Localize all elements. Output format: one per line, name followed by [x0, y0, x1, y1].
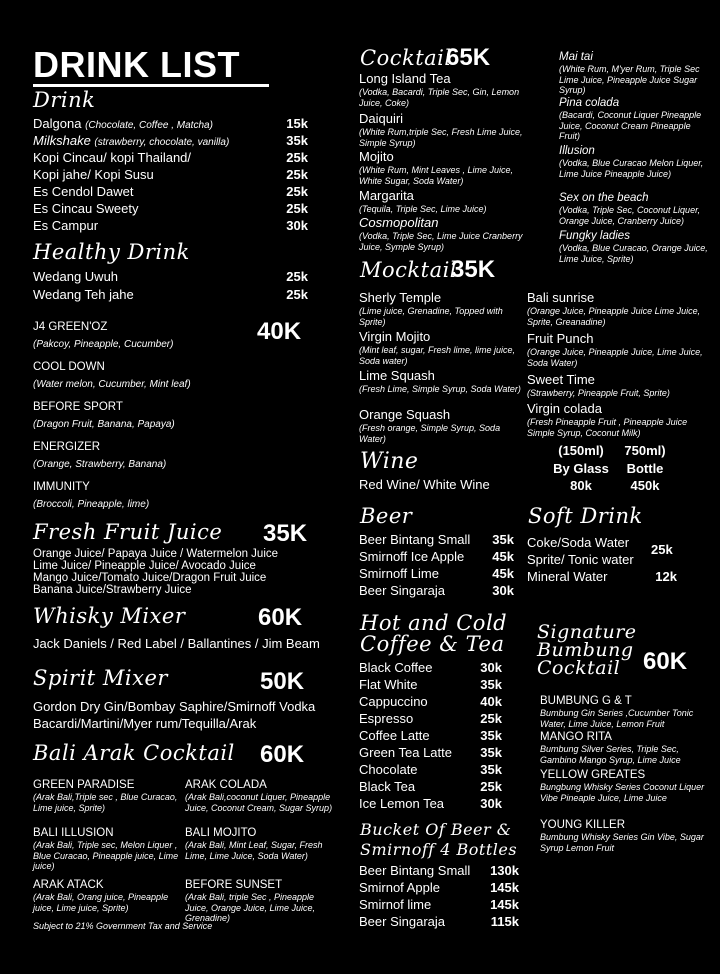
- arak-item-arak-atack: ARAK ATACK (Arak Bali, Orang juice, Pineapple juice, Lime juice, Sprite): [33, 879, 169, 913]
- whisky-brands: Jack Daniels / Red Label / Ballantines / Jim Beam: [33, 636, 320, 651]
- list-item: Bali sunrise (Orange Juice, Pineapple Juice Lime Juice, Sprite, Greanadine): [527, 290, 701, 327]
- list-item: Gordon Dry Gin/Bombay Saphire/Smirnoff Vodka: [33, 699, 316, 714]
- list-item: Smirnoff Ice Apple 45k: [359, 549, 514, 564]
- list-item: Es Cendol Dawet 25k: [33, 184, 308, 199]
- list-item: Black Tea 25k: [359, 779, 502, 794]
- list-item: COOL DOWN (Water melon, Cucumber, Mint leaf): [33, 361, 191, 390]
- cocktail-price: 65K: [446, 44, 491, 71]
- list-item: MANGO RITA Bumbung Silver Series, Triple Sec, Gambino Mango Syrup, Lime Juice: [540, 731, 681, 765]
- mocktail-left-list: [359, 289, 524, 444]
- section-fresh-heading: Fresh Fruit Juice: [33, 520, 223, 544]
- list-item: Virgin Mojito (Mint leaf, sugar, Fresh lime, lime juice, Soda water): [359, 329, 516, 366]
- whisky-price: 60K: [258, 604, 303, 631]
- list-item: Sprite/ Tonic water: [527, 552, 634, 567]
- list-item: BEFORE SPORT (Dragon Fruit, Banana, Papaya): [33, 401, 175, 430]
- list-item: Virgin colada (Fresh Pineapple Fruit , Pineapple Juice Simple Syrup, Coconut Milk): [527, 401, 688, 438]
- drink-list: [33, 115, 308, 234]
- section-healthy-heading: Healthy Drink: [33, 240, 190, 264]
- arak-item-arak-colada: ARAK COLADA (Arak Bali,coconut Liquer, Pineapple Juice, Coconut Cream, Sugar Syrup): [185, 779, 333, 813]
- list-item: Es Campur 30k: [33, 218, 308, 233]
- list-item: Coffee Latte 35k: [359, 728, 502, 743]
- list-item: Fruit Punch (Orange Juice, Pineapple Juice, Lime Juice, Soda Water): [527, 331, 703, 368]
- list-item: BUMBUNG G & T Bumbung Gin Series ,Cucumber Tonic Water, Lime Juice, Lemon Fruit: [540, 695, 694, 729]
- mocktail-price: 35K: [451, 256, 496, 283]
- list-item: Dalgona (Chocolate, Coffee , Matcha) 15k: [33, 116, 308, 131]
- soft-price: 25k: [651, 542, 673, 557]
- section-bucket-heading: Bucket Of Beer & Smirnoff 4 Bottles: [360, 820, 518, 859]
- arak-item-bali-mojito: BALI MOJITO (Arak Bali, Mint Leaf, Sugar, Fresh Lime, Lime Juice, Soda Water): [185, 827, 323, 861]
- spirit-price: 50K: [260, 668, 305, 695]
- list-item: Chocolate 35k: [359, 762, 502, 777]
- arak-item-green-paradise: GREEN PARADISE (Arak Bali,Triple sec , Blue Curacao, Lime juice, Sprite): [33, 779, 178, 813]
- wine-glass-column: (150ml) By Glass 80k: [553, 443, 609, 493]
- healthy-juice-price: 40K: [257, 318, 302, 345]
- list-item: Margarita (Tequila, Triple Sec, Lime Juice): [359, 188, 487, 214]
- list-item: Lime Juice/ Pineapple Juice/ Avocado Juice: [33, 560, 256, 572]
- list-item: Black Coffee 30k: [359, 660, 502, 675]
- signature-list: [540, 694, 710, 853]
- list-item: Smirnof Apple 145k: [359, 880, 519, 895]
- signature-price: 60K: [643, 648, 688, 675]
- list-item: Cosmopolitan (Vodka, Triple Sec, Lime Juice Cranberry Juice, Symple Syrup): [359, 215, 523, 252]
- list-item: Pina colada (Bacardi, Coconut Liquer Pineapple Juice, Coconut Cream Pineapple Fruit): [559, 97, 702, 141]
- fresh-list: [33, 548, 323, 596]
- healthy-juice-list: [33, 320, 253, 520]
- list-item: YELLOW GREATES Bungbung Whisky Series Coconut Liquer Vibe Pineaple Juice, Lime Juice: [540, 769, 705, 803]
- arak-item-bali-illusion: BALI ILLUSION (Arak Bali, Triple sec, Melon Liquer , Blue Curacao, Pineapple juice, Lime juice): [33, 827, 179, 871]
- list-item: Ice Lemon Tea 30k: [359, 796, 502, 811]
- list-item: Smirnoff Lime 45k: [359, 566, 514, 581]
- wine-list: Red Wine/ White Wine: [359, 477, 490, 492]
- section-cocktail-heading: Cocktail: [360, 46, 452, 70]
- list-item: Lime Squash (Fresh Lime, Simple Syrup, Soda Water): [359, 368, 521, 394]
- page-title: DRINK LIST: [33, 48, 269, 87]
- list-item: Es Cincau Sweety 25k: [33, 201, 308, 216]
- list-item: Mai tai (White Rum, M'yer Rum, Triple Sec Lime Juice, Pineapple Juice Sugar Syrup): [559, 51, 700, 95]
- list-item: Beer Singaraja 115k: [359, 914, 519, 929]
- list-item: Wedang Uwuh 25k: [33, 269, 308, 284]
- section-spirit-heading: Spirit Mixer: [33, 666, 168, 690]
- wine-bottle-column: 750ml) Bottle 450k: [624, 443, 666, 493]
- arak-price: 60K: [260, 741, 305, 768]
- spirit-list: [33, 698, 333, 732]
- list-item: Mango Juice/Tomato Juice/Dragon Fruit Juice: [33, 572, 267, 584]
- list-item: Banana Juice/Strawberry Juice: [33, 584, 192, 596]
- fresh-price: 35K: [263, 520, 308, 547]
- list-item: Beer Bintang Small 35k: [359, 532, 514, 547]
- list-item: Mineral Water 12k: [527, 569, 677, 584]
- list-item: Coke/Soda Water: [527, 535, 630, 550]
- cocktail-right-list: [559, 50, 709, 264]
- section-beer-heading: Beer: [360, 504, 413, 528]
- bucket-list: [359, 862, 519, 930]
- list-item: Cappuccino 40k: [359, 694, 502, 709]
- list-item: Orange Juice/ Papaya Juice / Watermelon Juice: [33, 548, 279, 560]
- tax-footnote: Subject to 21% Government Tax and Service: [33, 921, 213, 931]
- cocktail-left-list: [359, 70, 529, 252]
- list-item: Smirnof lime 145k: [359, 897, 519, 912]
- list-item: Kopi jahe/ Kopi Susu 25k: [33, 167, 308, 182]
- mocktail-right-list: [527, 289, 707, 438]
- section-mocktail-heading: Mocktail: [360, 258, 458, 282]
- section-arak-heading: Bali Arak Cocktail: [33, 741, 235, 765]
- list-item: Kopi Cincau/ kopi Thailand/ 25k: [33, 150, 308, 165]
- list-item: Orange Squash (Fresh orange, Simple Syrup, Soda Water): [359, 407, 501, 444]
- coffee-list: [359, 659, 502, 812]
- list-item: Green Tea Latte 35k: [359, 745, 502, 760]
- section-soft-heading: Soft Drink: [528, 504, 643, 528]
- section-signature-heading: Signature Bumbung Cocktail: [537, 621, 637, 679]
- list-item: Daiquiri (White Rum,triple Sec, Fresh Lime Juice, Simple Syrup): [359, 111, 523, 148]
- arak-item-before-sunset: BEFORE SUNSET (Arak Bali, triple Sec , Pineapple Juice, Orange Juice, Lime Juice, Grenadine): [185, 879, 316, 923]
- healthy-list: [33, 268, 308, 303]
- list-item: Sex on the beach (Vodka, Triple Sec, Coconut Liquer, Orange Juice, Cranberry Juice): [559, 192, 701, 226]
- list-item: Espresso 25k: [359, 711, 502, 726]
- list-item: Bacardi/Martini/Myer rum/Tequilla/Arak: [33, 716, 257, 731]
- list-item: Long Island Tea (Vodka, Bacardi, Triple Sec, Gin, Lemon Juice, Coke): [359, 71, 520, 108]
- list-item: Fungky ladies (Vodka, Blue Curacao, Orange Juice, Lime Juice, Sprite): [559, 230, 708, 264]
- section-drink-heading: Drink: [33, 88, 96, 112]
- list-item: ENERGIZER (Orange, Strawberry, Banana): [33, 441, 167, 470]
- list-item: Wedang Teh jahe 25k: [33, 287, 308, 302]
- list-item: Milkshake (strawberry, chocolate, vanilla) 35k: [33, 133, 308, 148]
- section-coffee-heading: Hot and Cold Coffee & Tea: [360, 611, 508, 656]
- list-item: IMMUNITY (Broccoli, Pineapple, lime): [33, 481, 150, 510]
- list-item: J4 GREEN'OZ (Pakcoy, Pineapple, Cucumber): [33, 321, 174, 350]
- list-item: Mojito (White Rum, Mint Leaves , Lime Juice, White Sugar, Soda Water): [359, 149, 514, 186]
- section-whisky-heading: Whisky Mixer: [33, 604, 186, 628]
- list-item: Sweet Time (Strawberry, Pineapple Fruit, Sprite): [527, 372, 670, 398]
- list-item: Beer Bintang Small 130k: [359, 863, 519, 878]
- list-item: YOUNG KILLER Bumbung Whisky Series Gin Vibe, Sugar Syrup Lemon Fruit: [540, 819, 704, 853]
- list-item: Illusion (Vodka, Blue Curacao Melon Liquer, Lime Juice Pineapple Juice): [559, 145, 704, 179]
- beer-list: [359, 531, 514, 599]
- list-item: Flat White 35k: [359, 677, 502, 692]
- list-item: Sherly Temple (Lime juice, Grenadine, Topped with Sprite): [359, 290, 503, 327]
- list-item: Beer Singaraja 30k: [359, 583, 514, 598]
- section-wine-heading: Wine: [360, 449, 419, 474]
